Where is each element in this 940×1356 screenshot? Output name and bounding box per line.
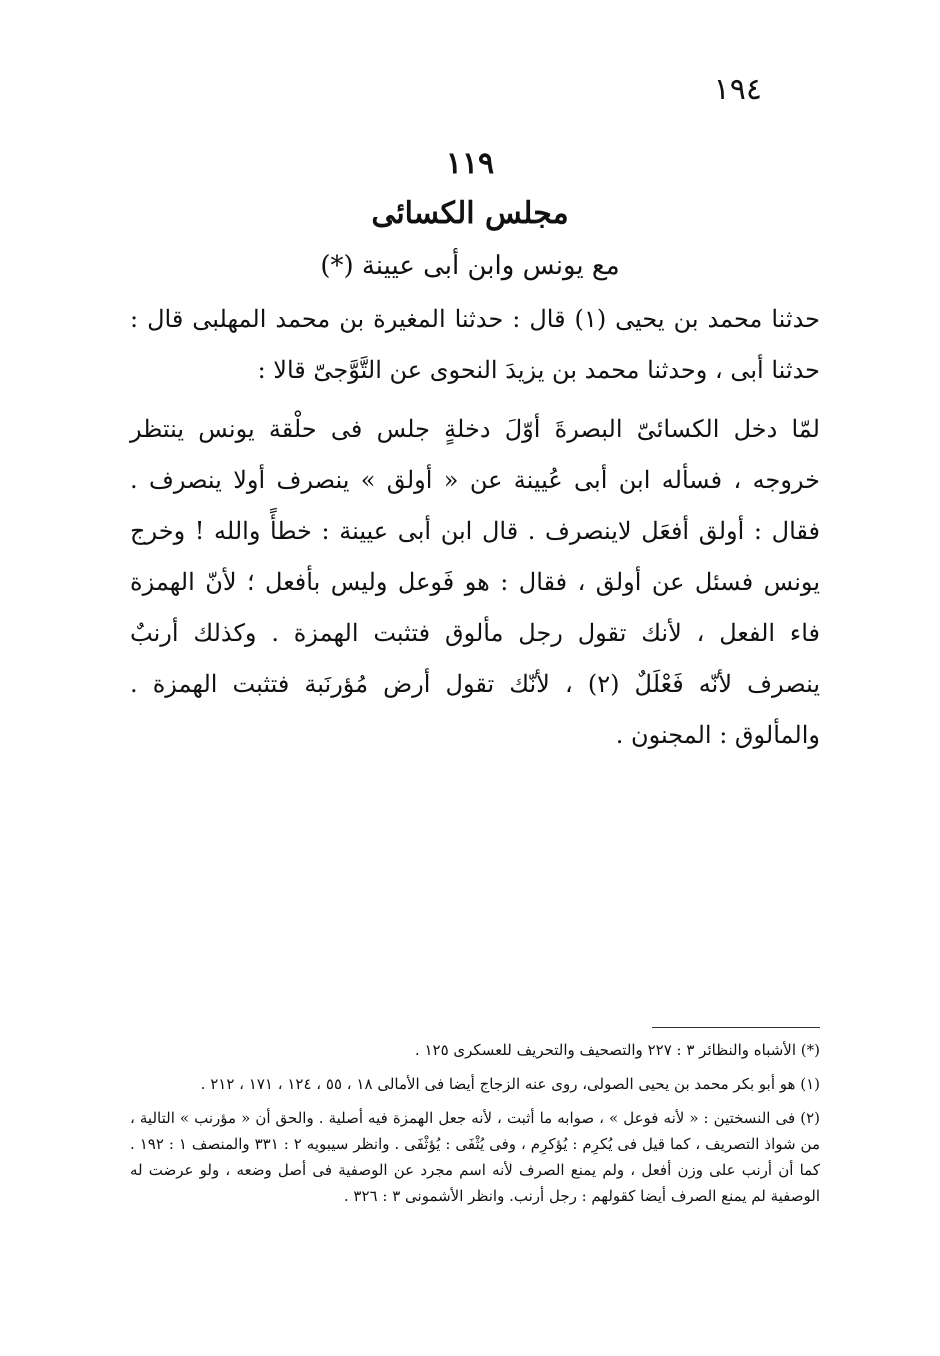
paragraph-isnad: حدثنا محمد بن يحيى (١) قال : حدثنا المغيرة بن محمد المهلبى قال : حدثنا أبى ، وحدثنا محمد بن يزيدَ النحوى عن التَّوَّجىّ قالا :	[130, 305, 821, 384]
footnote-text: (١) هو أبو بكر محمد بن يحيى الصولى، روى عنه الزجاج أيضا فى الأمالى ١٨ ، ٥٥ ، ١٢٤ ، ١٧١ ، ٢١٢ .	[200, 1075, 820, 1093]
footnote-1	[130, 1071, 820, 1097]
paragraph-story: لمّا دخل الكسائىّ البصرةَ أوّلَ دخلةٍ جلس فى حلْقة يونس ينتظر خروجه ، فسأله ابن أبى عُيينة عن « أولق » ينصرف أولا ينصرف . فقال : أولق أفعَل لاينصرف . قال ابن أبى عيينة : خطأً والله ! وخرج يونس فسئل عن أولق ، فقال : هو فَوعل وليس بأفعل ؛ لأنّ الهمزة فاء الفعل ، لأنك تقول رجل مألوق فتثبت الهمزة . وكذلك أرنبٌ ينصرف لأنّه فَعْلَلٌ (٢) ، لأنّك تقول أرض مُؤرنَبة فتثبت الهمزة . والمألوق : المجنون .	[130, 415, 820, 749]
chapter-title: مجلس الكسائى	[371, 196, 569, 231]
footnote-text: (٢) فى النسختين : « لأنه فوعل » ، صوابه ما أثبت ، لأنه جعل الهمزة فيه أصلية . والحق أن « مؤرنب » التالية ، من شواذ التصريف ، كما قيل فى يُكرِم : يُؤكرِم ، وفى يُثْفَى : يُؤثْفَى . وانظر سيبويه ٢ : ٣٣١ والمنصف ١ : ١٩٢ . كما أن أرنب على وزن أفعل ، ولم يمنع الصرف لأنه اسم مجرد عن الوصفية فى أصل وضعه ، ولو عرضت له الوصفية لم يمنع الصرف أيضا كقولهم : رجل أرنب. وانظر الأشمونى ٣ : ٣٢٦ .	[130, 1109, 820, 1205]
footnote-2	[130, 1105, 820, 1209]
chapter-header	[120, 140, 820, 292]
section-number: ١١٩	[445, 146, 495, 181]
footnote-text: (*) الأشباه والنظائر ٣ : ٢٢٧ والتصحيف والتحريف للعسكرى ١٢٥ .	[414, 1041, 820, 1059]
page-number: ١٩٤	[713, 72, 762, 107]
footnote-star	[130, 1037, 820, 1063]
footnotes	[130, 1037, 820, 1217]
footnote-divider	[652, 1027, 820, 1028]
chapter-subtitle: مع يونس وابن أبى عيينة (*)	[320, 251, 620, 281]
